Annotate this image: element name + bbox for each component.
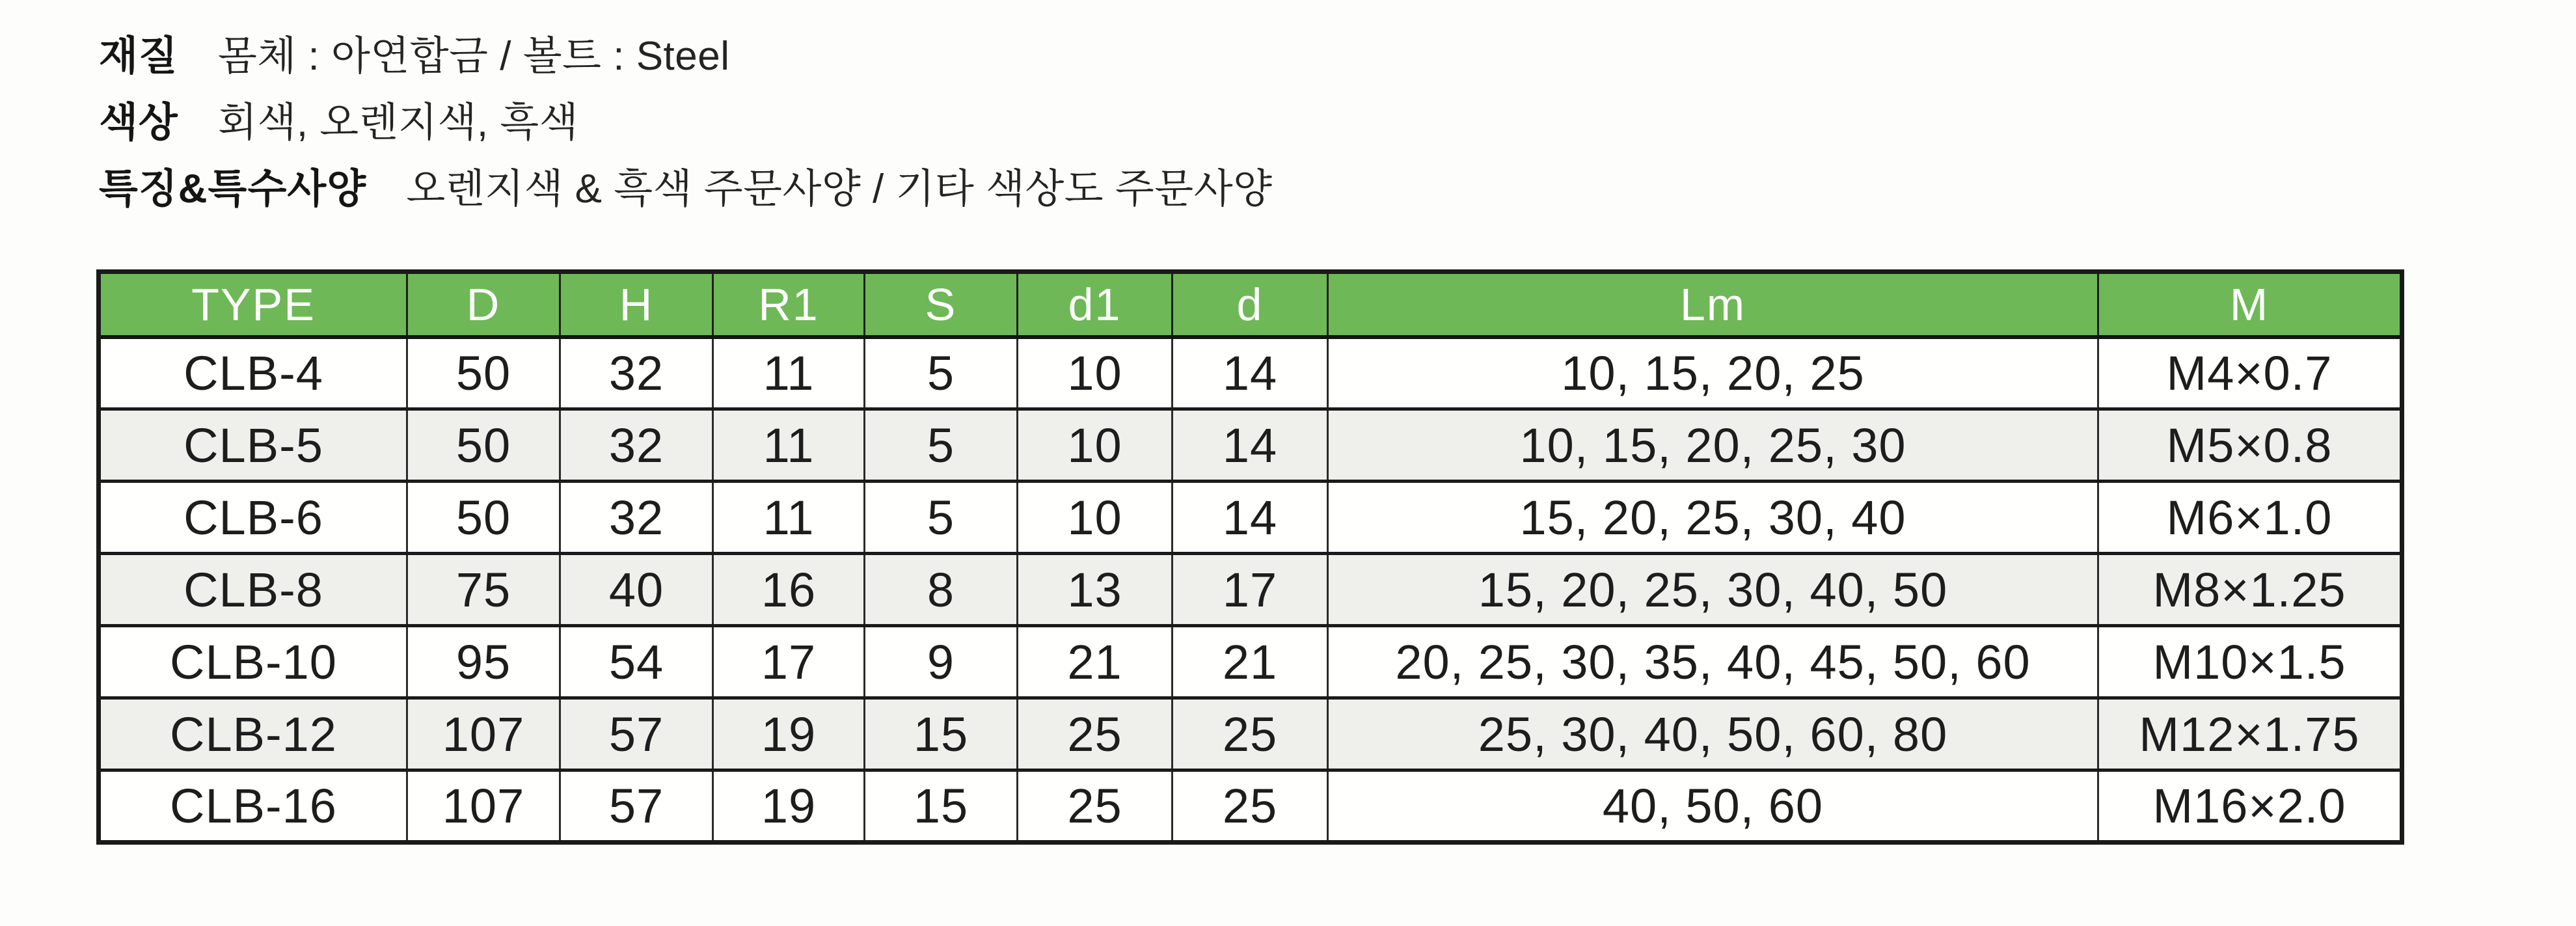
h-cell: 54 <box>560 626 713 698</box>
col-header-type: TYPE <box>99 272 407 337</box>
color-line <box>99 100 1272 146</box>
d1-cell: 21 <box>1018 626 1173 698</box>
feature-label: 특징&특수사양 <box>99 167 367 211</box>
s-cell: 5 <box>865 482 1018 554</box>
d1-cell: 25 <box>1018 770 1173 843</box>
d-cell: 107 <box>407 698 560 770</box>
m-cell: M12×1.75 <box>2098 698 2402 770</box>
lm-cell: 10, 15, 20, 25 <box>1328 337 2098 409</box>
h-cell: 32 <box>560 337 713 409</box>
type-cell: CLB-10 <box>99 626 407 698</box>
s-cell: 5 <box>865 337 1018 409</box>
s-cell: 8 <box>865 554 1018 626</box>
m-cell: M6×1.0 <box>2098 482 2402 554</box>
type-cell: CLB-8 <box>99 554 407 626</box>
d-cell: 50 <box>407 409 560 482</box>
r1-cell: 11 <box>713 482 865 554</box>
col-header-m: M <box>2098 272 2402 337</box>
lm-cell: 15, 20, 25, 30, 40, 50 <box>1328 554 2098 626</box>
s-cell: 15 <box>865 770 1018 843</box>
type-cell: CLB-12 <box>99 698 407 770</box>
table-row <box>99 626 2402 698</box>
table-header-row <box>99 272 2402 337</box>
color-label: 색상 <box>99 100 178 145</box>
spec-table-body <box>99 337 2402 843</box>
h-cell: 32 <box>560 409 713 482</box>
d1-cell: 10 <box>1018 409 1173 482</box>
d-small-cell: 14 <box>1173 337 1328 409</box>
lm-cell: 25, 30, 40, 50, 60, 80 <box>1328 698 2098 770</box>
table-row <box>99 337 2402 409</box>
type-cell: CLB-6 <box>99 482 407 554</box>
r1-cell: 17 <box>713 626 865 698</box>
d-cell: 50 <box>407 337 560 409</box>
type-cell: CLB-5 <box>99 409 407 482</box>
m-cell: M10×1.5 <box>2098 626 2402 698</box>
col-header-h: H <box>560 272 713 337</box>
d-cell: 50 <box>407 482 560 554</box>
material-label: 재질 <box>99 34 178 79</box>
table-row <box>99 554 2402 626</box>
h-cell: 40 <box>560 554 713 626</box>
d-cell: 75 <box>407 554 560 626</box>
s-cell: 15 <box>865 698 1018 770</box>
r1-cell: 19 <box>713 698 865 770</box>
d-small-cell: 14 <box>1173 409 1328 482</box>
h-cell: 32 <box>560 482 713 554</box>
m-cell: M8×1.25 <box>2098 554 2402 626</box>
feature-line <box>99 167 1272 212</box>
table-row <box>99 482 2402 554</box>
r1-cell: 19 <box>713 770 865 843</box>
d-small-cell: 25 <box>1173 698 1328 770</box>
s-cell: 5 <box>865 409 1018 482</box>
col-header-d: D <box>407 272 560 337</box>
col-header-lm: Lm <box>1328 272 2098 337</box>
d-cell: 95 <box>407 626 560 698</box>
m-cell: M5×0.8 <box>2098 409 2402 482</box>
d1-cell: 10 <box>1018 337 1173 409</box>
material-line <box>99 34 1272 79</box>
col-header-d-small: d <box>1173 272 1328 337</box>
r1-cell: 11 <box>713 409 865 482</box>
d-cell: 107 <box>407 770 560 843</box>
d-small-cell: 21 <box>1173 626 1328 698</box>
lm-cell: 20, 25, 30, 35, 40, 45, 50, 60 <box>1328 626 2098 698</box>
d1-cell: 10 <box>1018 482 1173 554</box>
s-cell: 9 <box>865 626 1018 698</box>
feature-value: 오렌지색 & 흑색 주문사양 / 기타 색상도 주문사양 <box>406 167 1273 211</box>
d-small-cell: 25 <box>1173 770 1328 843</box>
d-small-cell: 17 <box>1173 554 1328 626</box>
spec-info-block <box>99 34 1272 233</box>
m-cell: M4×0.7 <box>2098 337 2402 409</box>
h-cell: 57 <box>560 698 713 770</box>
col-header-d1: d1 <box>1018 272 1173 337</box>
col-header-r1: R1 <box>713 272 865 337</box>
r1-cell: 16 <box>713 554 865 626</box>
col-header-s: S <box>865 272 1018 337</box>
h-cell: 57 <box>560 770 713 843</box>
lm-cell: 15, 20, 25, 30, 40 <box>1328 482 2098 554</box>
r1-cell: 11 <box>713 337 865 409</box>
type-cell: CLB-4 <box>99 337 407 409</box>
table-row <box>99 409 2402 482</box>
d1-cell: 13 <box>1018 554 1173 626</box>
material-value: 몸체 : 아연합금 / 볼트 : Steel <box>218 34 730 79</box>
table-row <box>99 698 2402 770</box>
d-small-cell: 14 <box>1173 482 1328 554</box>
lm-cell: 10, 15, 20, 25, 30 <box>1328 409 2098 482</box>
d1-cell: 25 <box>1018 698 1173 770</box>
lm-cell: 40, 50, 60 <box>1328 770 2098 843</box>
m-cell: M16×2.0 <box>2098 770 2402 843</box>
table-row <box>99 770 2402 843</box>
color-value: 회색, 오렌지색, 흑색 <box>218 100 579 145</box>
spec-table <box>96 269 2404 845</box>
type-cell: CLB-16 <box>99 770 407 843</box>
